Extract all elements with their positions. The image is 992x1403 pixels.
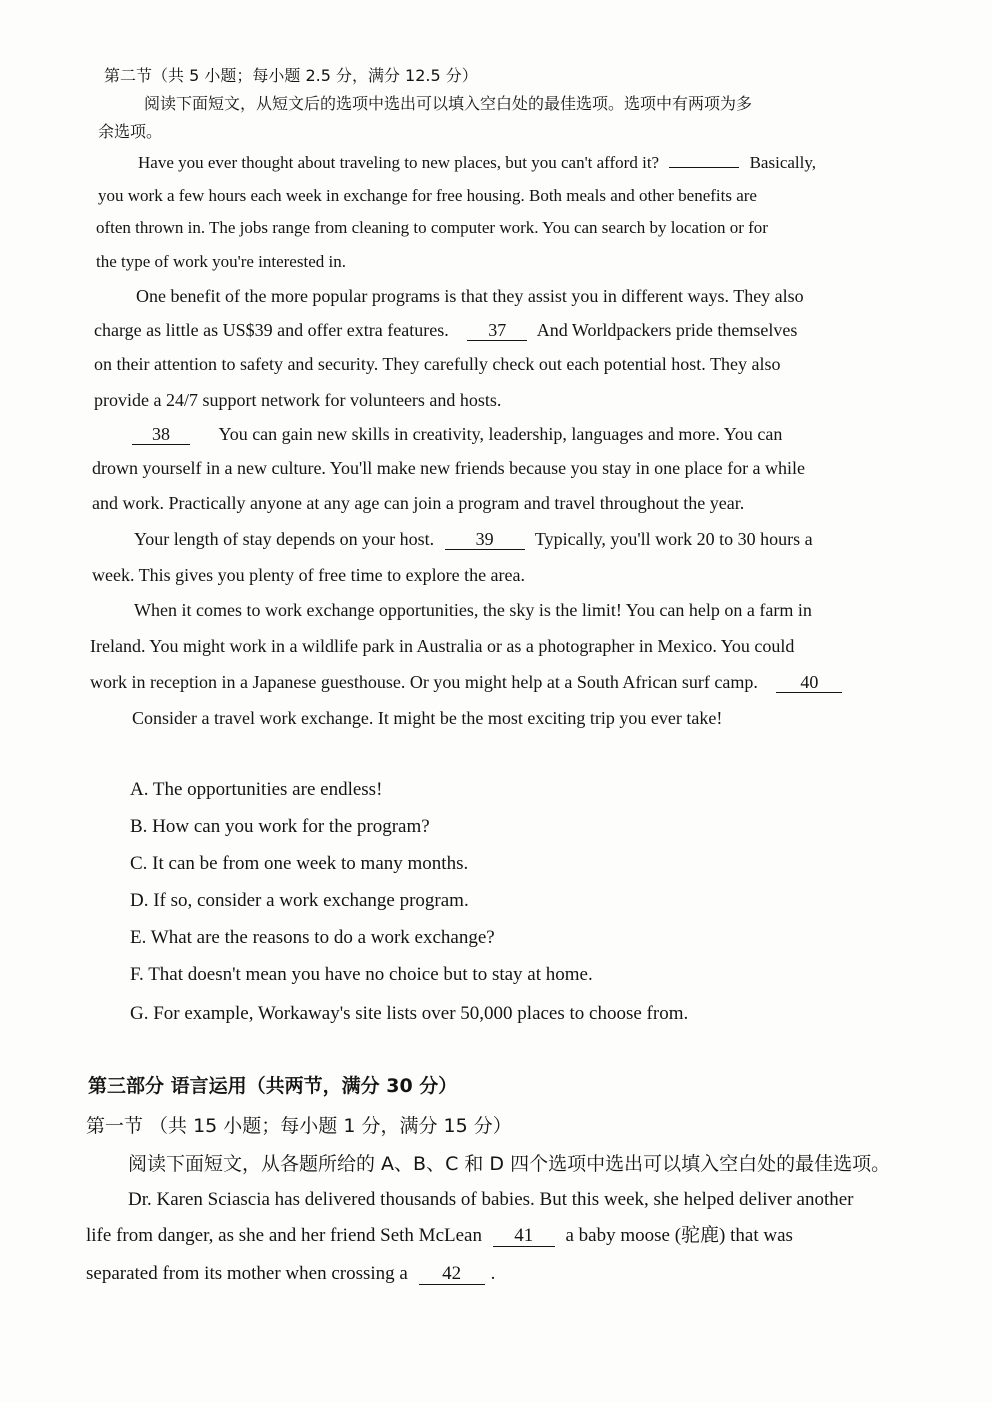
p1-line2: you work a few hours each week in exchange for free housing. Both meals and other benefits are bbox=[98, 186, 757, 205]
section2-instruction-line1: 阅读下面短文，从短文后的选项中选出可以填入空白处的最佳选项。选项中有两项为多 bbox=[144, 94, 753, 113]
passage2-line3 bbox=[86, 1262, 495, 1286]
section2-instruction-line2: 余选项。 bbox=[98, 122, 163, 141]
p3-line2: drown yourself in a new culture. You'll make new friends because you stay in one place for a while bbox=[92, 458, 806, 478]
blank-37[interactable]: 37 bbox=[467, 320, 527, 341]
passage2-line3-period: . bbox=[490, 1263, 496, 1284]
part3-instruction: 阅读下面短文，从各题所给的 A、B、C 和 D 四个选项中选出可以填入空白处的最佳选项。 bbox=[128, 1153, 891, 1175]
option-f: F. That doesn't mean you have no choice but to stay at home. bbox=[130, 964, 593, 985]
p5-line2: Ireland. You might work in a wildlife park in Australia or as a photographer in Mexico. You could bbox=[90, 636, 795, 656]
p1-line1-end: Basically, bbox=[749, 153, 816, 172]
p2-line2-end: And Worldpackers pride themselves bbox=[536, 320, 798, 340]
p6-line: Consider a travel work exchange. It might be the most exciting trip you ever take! bbox=[132, 708, 723, 728]
passage2-line1: Dr. Karen Sciascia has delivered thousands of babies. But this week, she helped deliver another bbox=[128, 1189, 854, 1210]
option-b: B. How can you work for the program? bbox=[130, 816, 430, 837]
p5-line3 bbox=[90, 670, 848, 694]
p4-line2: week. This gives you plenty of free time to explore the area. bbox=[92, 565, 526, 585]
p3-line1 bbox=[132, 422, 782, 446]
blank-36[interactable] bbox=[669, 167, 739, 168]
part3-section1-heading: 第一节 （共 15 小题；每小题 1 分，满分 15 分） bbox=[86, 1115, 512, 1137]
option-e: E. What are the reasons to do a work exchange? bbox=[130, 927, 495, 948]
passage2-line2-end: a baby moose (驼鹿) that was bbox=[565, 1225, 793, 1246]
p4-line1-text: Your length of stay depends on your host. bbox=[134, 529, 435, 549]
p2-line2-text: charge as little as US$39 and offer extra features. bbox=[94, 320, 449, 340]
p3-line3: and work. Practically anyone at any age can join a program and travel throughout the year. bbox=[92, 493, 745, 513]
option-a: A. The opportunities are endless! bbox=[130, 779, 383, 800]
p1-line1 bbox=[138, 151, 816, 175]
p2-line1 bbox=[136, 284, 804, 308]
passage2-line2 bbox=[86, 1224, 793, 1248]
blank-40[interactable]: 40 bbox=[776, 672, 842, 693]
option-g: G. For example, Workaway's site lists over 50,000 places to choose from. bbox=[130, 1003, 689, 1024]
passage2-line3-text: separated from its mother when crossing a bbox=[86, 1263, 408, 1284]
blank-38[interactable]: 38 bbox=[132, 424, 190, 445]
p3-line1-text: You can gain new skills in creativity, leadership, languages and more. You can bbox=[218, 424, 783, 444]
passage2-line2-text: life from danger, as she and her friend Seth McLean bbox=[86, 1225, 482, 1246]
p2-line1-text: One benefit of the more popular programs is that they assist you in different ways. They also bbox=[136, 286, 804, 306]
p1-line4: the type of work you're interested in. bbox=[96, 252, 346, 271]
blank-42[interactable]: 42 bbox=[419, 1264, 485, 1285]
option-d: D. If so, consider a work exchange program. bbox=[130, 890, 469, 911]
p4-line1-end: Typically, you'll work 20 to 30 hours a bbox=[534, 529, 813, 549]
blank-39[interactable]: 39 bbox=[445, 529, 525, 550]
option-c: C. It can be from one week to many months. bbox=[130, 853, 469, 874]
p4-line1 bbox=[134, 527, 813, 551]
p1-line3: often thrown in. The jobs range from cleaning to computer work. You can search by location or for bbox=[96, 218, 768, 237]
p5-line1: When it comes to work exchange opportunities, the sky is the limit! You can help on a farm in bbox=[134, 600, 812, 620]
p2-line4: provide a 24/7 support network for volunteers and hosts. bbox=[94, 390, 502, 410]
p1-line1-text: Have you ever thought about traveling to new places, but you can't afford it? bbox=[138, 153, 660, 172]
p5-line3-text: work in reception in a Japanese guesthouse. Or you might help at a South African surf camp. bbox=[90, 672, 758, 692]
p2-line3: on their attention to safety and security. They carefully check out each potential host. They also bbox=[94, 354, 781, 374]
section2-heading: 第二节（共 5 小题；每小题 2.5 分，满分 12.5 分） bbox=[104, 66, 478, 85]
blank-41[interactable]: 41 bbox=[493, 1226, 555, 1247]
part3-heading: 第三部分 语言运用（共两节，满分 30 分） bbox=[88, 1075, 458, 1097]
p2-line2 bbox=[94, 318, 797, 342]
